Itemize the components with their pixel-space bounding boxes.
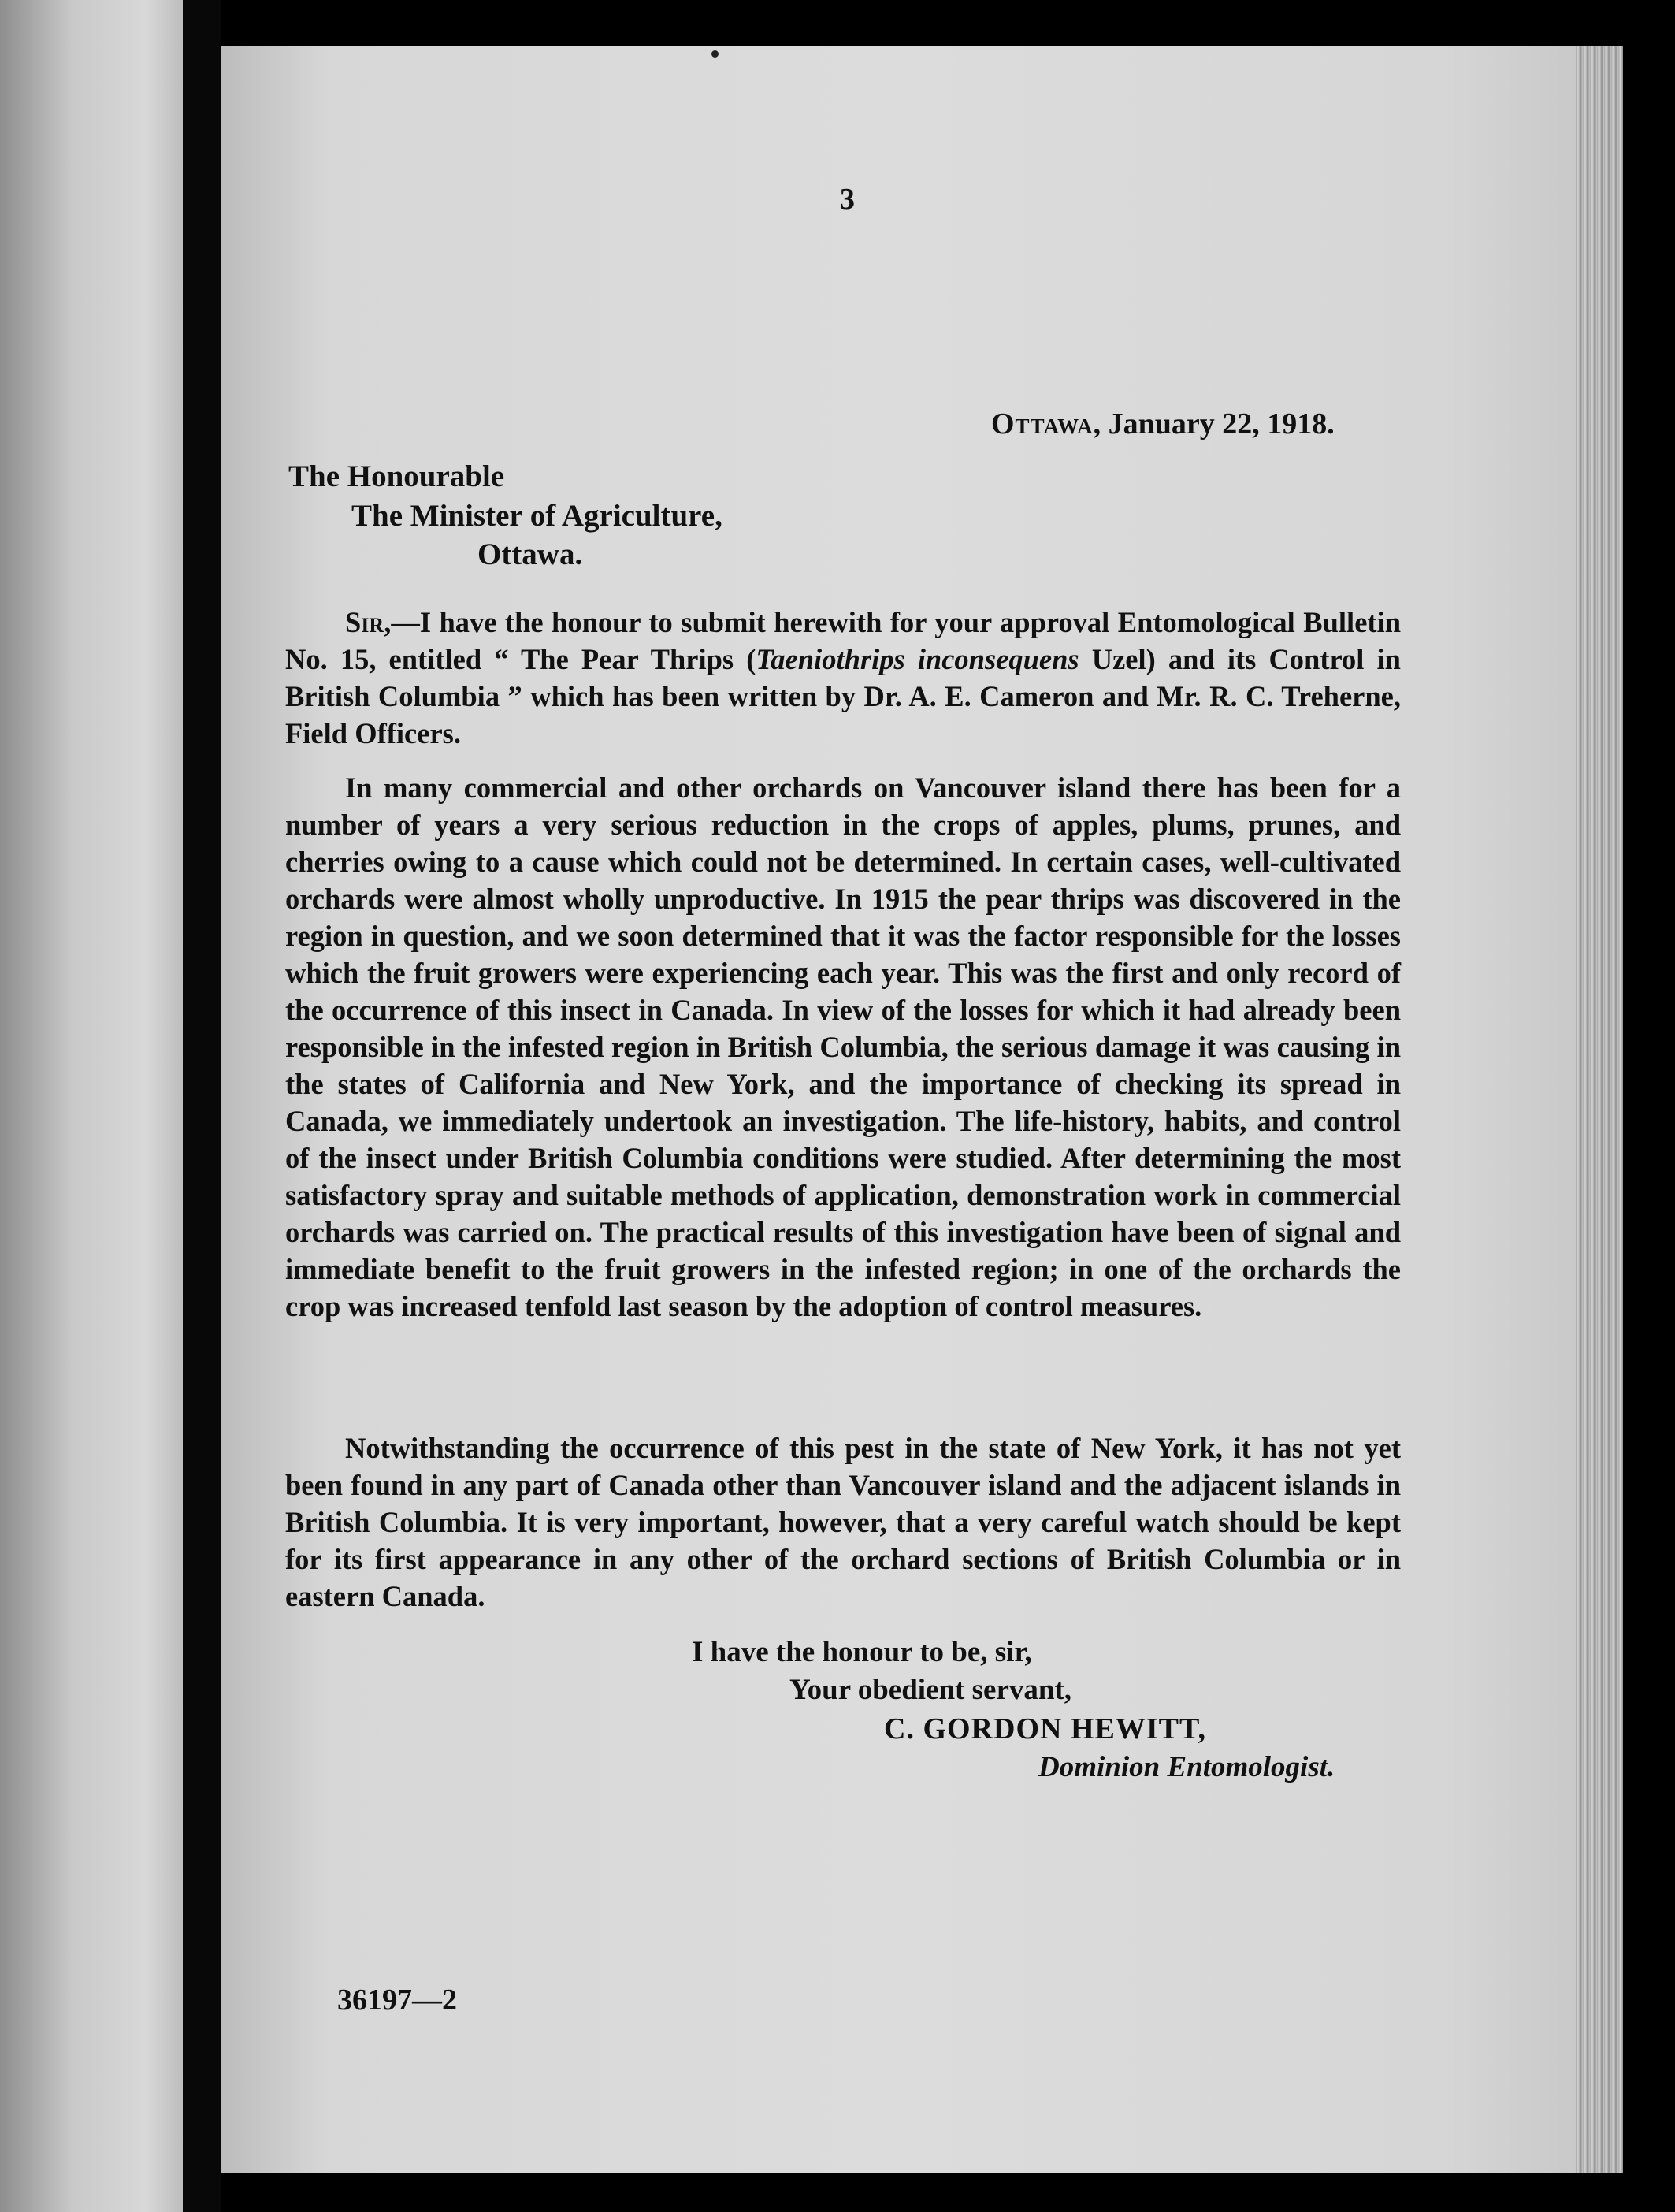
signatory-title: Dominion Entomologist. <box>1038 1751 1335 1783</box>
paragraph-1-text-a: —I have the honour to submit herewith for your approval Entomological Bulletin No. 15, entitled “ The Pear Thrips ( <box>285 606 1401 675</box>
species-name: Taeniothrips inconsequens <box>756 643 1079 675</box>
salutation: Sir, <box>345 606 392 638</box>
footer-code: 36197—2 <box>337 1983 457 2017</box>
paragraph-1 <box>285 604 1401 752</box>
ink-speck <box>711 50 719 58</box>
dateline-date: , January 22, 1918. <box>1093 407 1335 441</box>
address-line-1: The Honourable <box>288 459 505 493</box>
paragraph-1-text-b: Uzel) and its Control in British Columbia ” which has been written by Dr. A. E. Cameron and Mr. R. C. Treherne, Field Officers. <box>285 643 1401 749</box>
page-stack-edge <box>1576 46 1623 2173</box>
book-gutter <box>183 0 221 2212</box>
closing-line-2: Your obedient servant, <box>789 1674 1072 1706</box>
dateline-city: Ottawa <box>991 407 1094 441</box>
address-line-3: Ottawa. <box>477 537 583 571</box>
closing-line-1: I have the honour to be, sir, <box>692 1636 1032 1668</box>
paragraph-3: Notwithstanding the occurrence of this pest in the state of New York, it has not yet been found in any part of Canada other than Vancouver island and the adjacent islands in British Columbia. It is very important, however, that a very careful watch should be kept for its first appearance in any other of the orchard sections of British Columbia or in eastern Canada. <box>285 1432 1401 1612</box>
dateline <box>991 406 1335 443</box>
signature: C. GORDON HEWITT, <box>884 1712 1207 1745</box>
paragraph-2: In many commercial and other orchards on Vancouver island there has been for a number of years a very serious reduction in the crops of apples, plums, prunes, and cherries owing to a cause which could not be determined. In certain cases, well-cultivated orchards were almost wholly unproductive. In 1915 the pear thrips was discovered in the region in question, and we soon determined that it was the factor responsible for the losses which the fruit growers were experiencing each year. This was the first and only record of the occurrence of this insect in Canada. In view of the losses for which it had already been responsible in the infested region in British Columbia, the serious damage it was causing in the states of California and New York, and the importance of checking its spread in Canada, we immediately undertook an investigation. The life-history, habits, and control of the insect under British Columbia conditions were studied. After determining the most satisfactory spray and suitable methods of application, demonstration work in commercial orchards was carried on. The practical results of this investigation have been of signal and immediate benefit to the fruit growers in the infested region; in one of the orchards the crop was increased tenfold last season by the adoption of control measures. <box>285 771 1401 1322</box>
page-number: 3 <box>840 183 855 216</box>
facing-page-edge <box>0 0 183 2212</box>
address-line-2: The Minister of Agriculture, <box>351 499 722 533</box>
